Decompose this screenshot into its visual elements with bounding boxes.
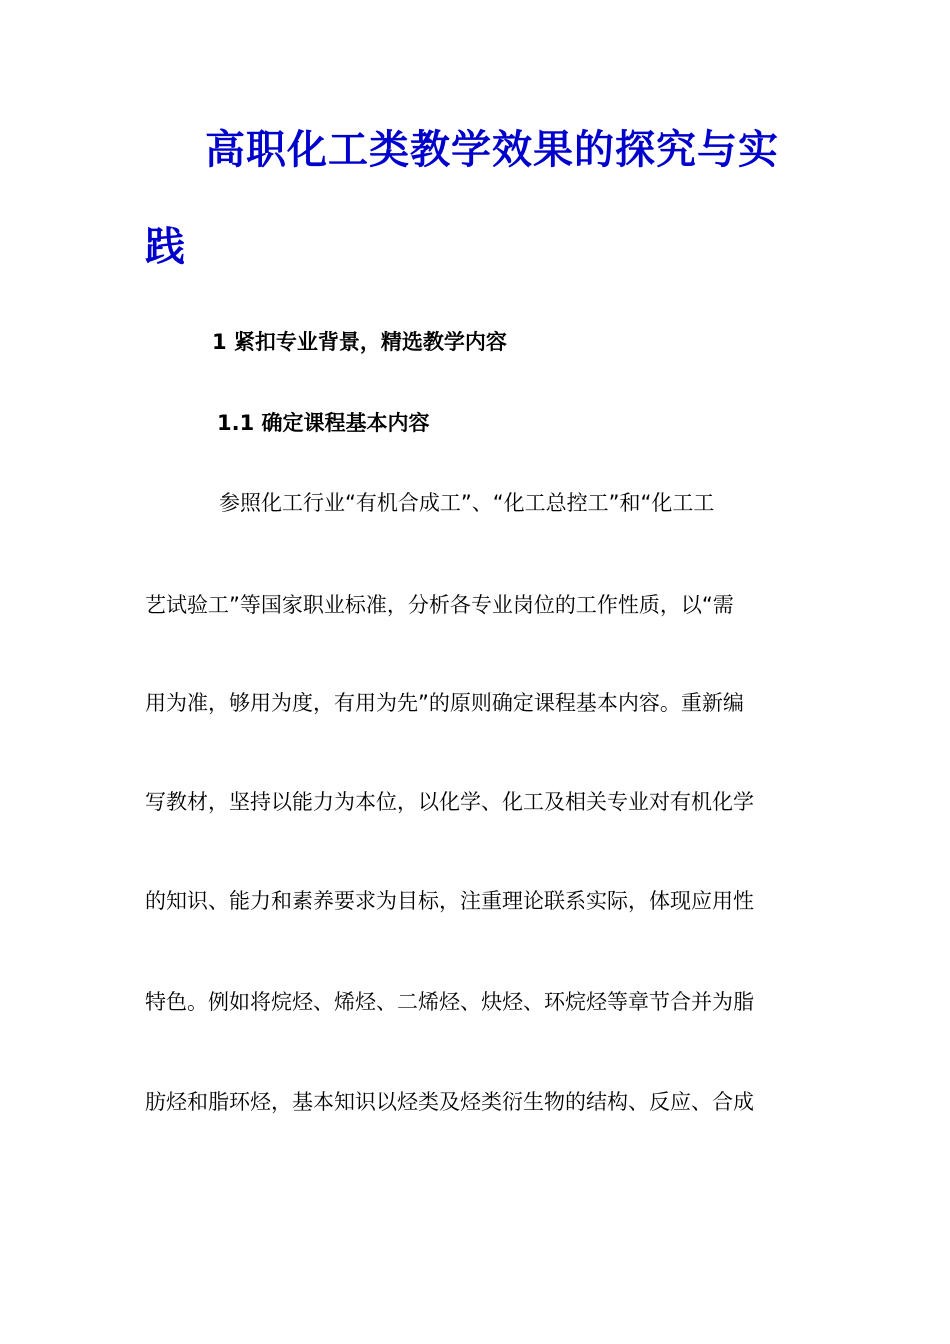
paragraph-line: 写教材，坚持以能力为本位，以化学、化工及相关专业对有机化学	[145, 790, 754, 814]
section-heading: 1 紧扣专业背景，精选教学内容	[212, 330, 507, 354]
document-title-line-2: 践	[145, 223, 185, 270]
paragraph-line: 的知识、能力和素养要求为目标，注重理论联系实际，体现应用性	[145, 889, 754, 913]
document-title-line-1: 高职化工类教学效果的探究与实	[205, 126, 779, 173]
paragraph-line: 参照化工行业“有机合成工”、“化工总控工”和“化工工	[219, 491, 715, 515]
paragraph-line: 艺试验工”等国家职业标准，分析各专业岗位的工作性质，以“需	[145, 593, 734, 617]
paragraph-line: 用为准，够用为度，有用为先”的原则确定课程基本内容。重新编	[145, 691, 744, 715]
subsection-heading: 1.1 确定课程基本内容	[217, 411, 430, 435]
paragraph-line: 肪烃和脂环烃，基本知识以烃类及烃类衍生物的结构、反应、合成	[145, 1090, 754, 1114]
paragraph-line: 特色。例如将烷烃、烯烃、二烯烃、炔烃、环烷烃等章节合并为脂	[145, 990, 754, 1014]
